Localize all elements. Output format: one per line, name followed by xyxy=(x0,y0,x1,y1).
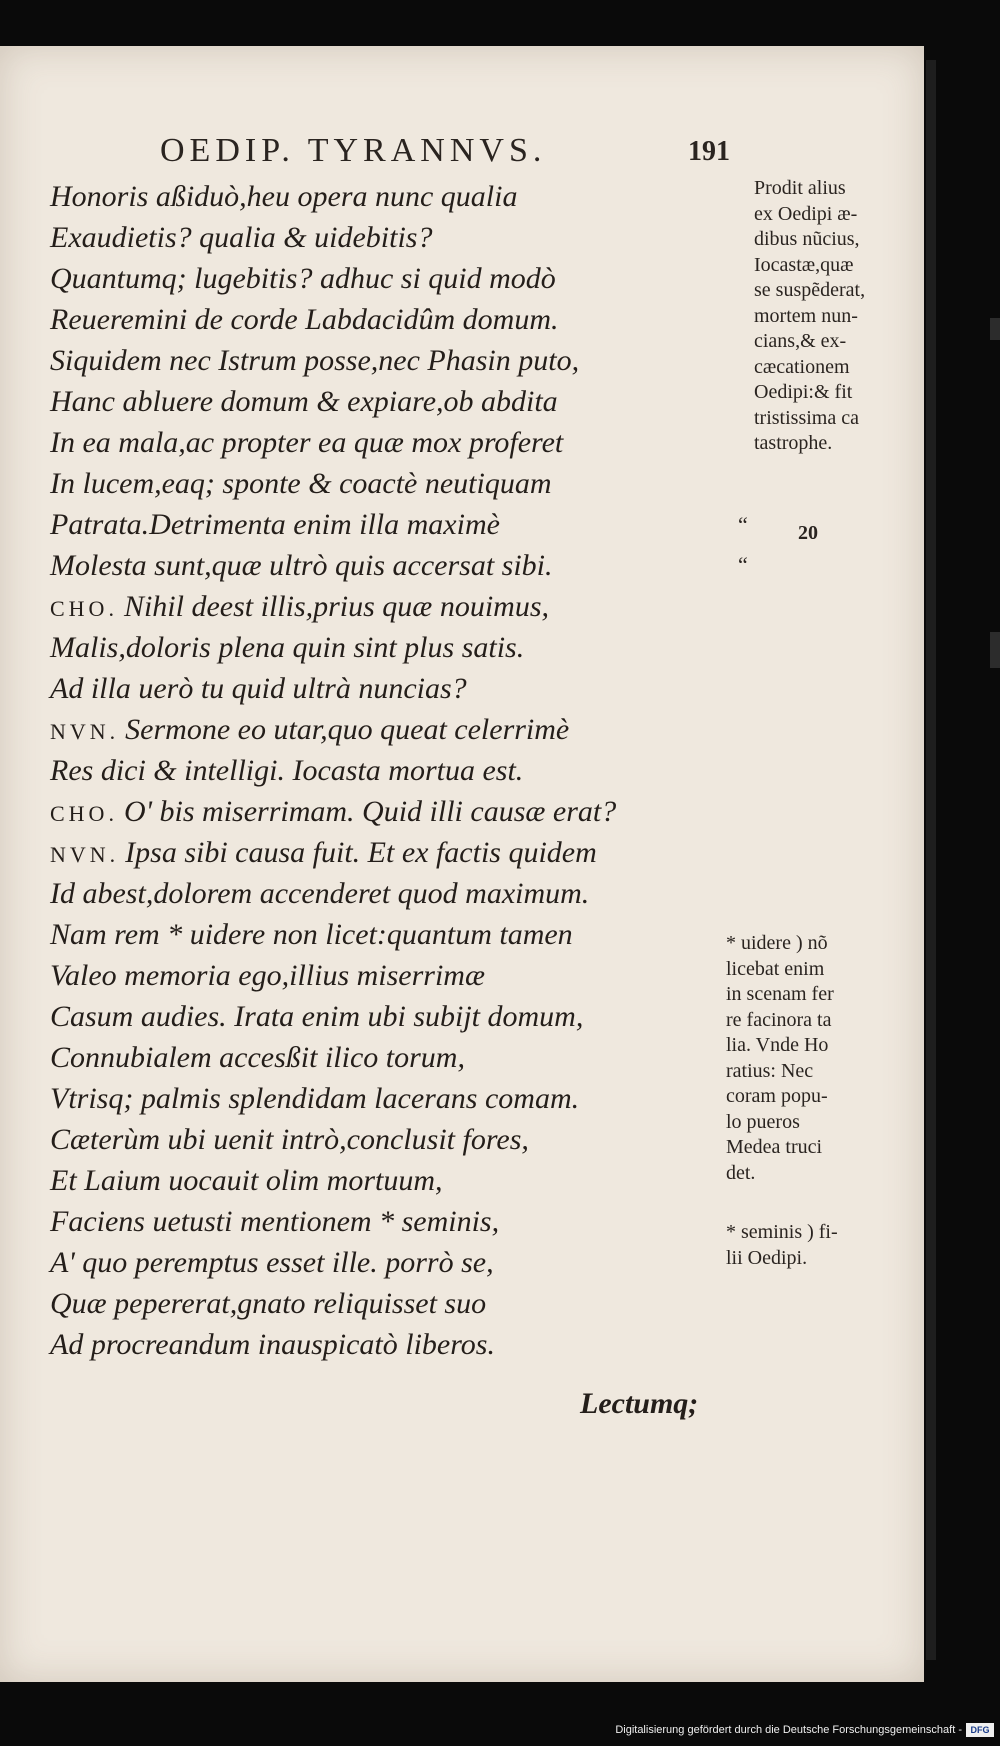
quotation-mark: “ xyxy=(738,552,748,577)
verse-line-text: In ea mala,ac propter ea quæ mox proferet xyxy=(50,426,564,459)
marginal-note-line: tristissima ca xyxy=(754,406,859,429)
verse-line-text: Casum audies. Irata enim ubi subijt domum, xyxy=(50,1000,584,1033)
verse-line-text: Ad procreandum inauspicatò liberos. xyxy=(50,1328,495,1361)
verse-line xyxy=(50,791,680,832)
marginal-note-line: * seminis ) fi- xyxy=(726,1221,838,1243)
verse-line xyxy=(50,1201,680,1242)
marginal-note-line: Oedipi:& fit xyxy=(754,381,853,403)
marginal-note-line: * uidere ) nõ xyxy=(726,932,828,954)
verse-line xyxy=(50,258,680,299)
verse-line-text: Molesta sunt,quæ ultrò quis accersat sibi. xyxy=(50,549,553,582)
verse-line xyxy=(50,1283,680,1324)
verse-line xyxy=(50,1119,680,1160)
marginal-note-line: mortem nun- xyxy=(754,304,858,327)
verse-line-text: Reueremini de corde Labdacidûm domum. xyxy=(50,303,559,336)
verse-line xyxy=(50,381,680,422)
marginal-note-uidere xyxy=(726,931,834,1186)
speaker-label: CHO. xyxy=(50,596,118,621)
scan-edge-mark xyxy=(990,632,1000,668)
verse-line-text: Siquidem nec Istrum posse,nec Phasin puto, xyxy=(50,344,580,377)
marginal-note-line: Prodit alius xyxy=(754,177,846,199)
verse-line-text: Connubialem accesßit ilico torum, xyxy=(50,1041,465,1074)
marginal-note-line: in scenam fer xyxy=(726,983,834,1005)
verse-line-text: Sermone eo utar,quo queat celerrimè xyxy=(125,713,570,746)
verse-line-text: Vtrisq; palmis splendidam lacerans comam. xyxy=(50,1082,580,1115)
marginal-note-line: ex Oedipi æ- xyxy=(754,202,858,225)
marginal-note-line: licebat enim xyxy=(726,957,825,980)
verse-line xyxy=(50,627,680,668)
verse-line xyxy=(50,750,680,791)
marginal-note-line: det. xyxy=(726,1161,756,1184)
marginal-note-line: lo pueros xyxy=(726,1110,800,1133)
verse-line xyxy=(50,463,680,504)
marginal-note-line: lii Oedipi. xyxy=(726,1246,808,1269)
verse-line-text: Faciens uetusti mentionem * seminis, xyxy=(50,1205,500,1238)
verse-line xyxy=(50,1078,680,1119)
marginal-note-line: Iocastæ,quæ xyxy=(754,253,854,276)
verse-line-text: Id abest,dolorem accenderet quod maximum. xyxy=(50,877,590,910)
verse-line xyxy=(50,668,680,709)
verse-line xyxy=(50,545,680,586)
marginal-note-line: cians,& ex- xyxy=(754,330,847,352)
line-number: 20 xyxy=(798,522,818,544)
verse-line xyxy=(50,873,680,914)
verse-line-text: Nihil deest illis,prius quæ nouimus, xyxy=(123,590,549,623)
marginal-note-line: cæcationem xyxy=(754,355,850,378)
verse-line xyxy=(50,504,680,545)
marginal-note-line: dibus nũcius, xyxy=(754,228,860,250)
speaker-label: NVN. xyxy=(50,719,120,744)
marginal-note-line: ratius: Nec xyxy=(726,1059,814,1082)
verse-line-text: Quantumq; lugebitis? adhuc si quid modò xyxy=(50,262,556,295)
marginal-note-summary xyxy=(754,176,865,457)
verse-line xyxy=(50,176,680,217)
verse-line xyxy=(50,1160,680,1201)
marginal-note-line: se suspẽderat, xyxy=(754,279,866,301)
marginal-note-line: coram popu- xyxy=(726,1085,828,1107)
verse-line-text: Malis,doloris plena quin sint plus satis. xyxy=(50,631,525,664)
verse-line-text: Ad illa uerò tu quid ultrà nuncias? xyxy=(50,672,467,705)
verse-line xyxy=(50,709,680,750)
verse-line xyxy=(50,340,680,381)
verse-line xyxy=(50,217,680,258)
speaker-label: CHO. xyxy=(50,801,118,826)
verse-line xyxy=(50,996,680,1037)
marginal-note-line: tastrophe. xyxy=(754,432,833,454)
verse-line-text: Quæ pepererat,gnato reliquisset suo xyxy=(50,1287,487,1320)
verse-line-text: Ipsa sibi causa fuit. Et ex factis quidem xyxy=(125,836,597,869)
verse-line xyxy=(50,1242,680,1283)
marginal-note-line: re facinora ta xyxy=(726,1008,832,1031)
verse-line-text: Honoris aßiduò,heu opera nunc qualia xyxy=(50,180,518,213)
verse-line-text: Nam rem * uidere non licet:quantum tamen xyxy=(50,918,573,951)
verse-line xyxy=(50,1037,680,1078)
verse-line-text: Res dici & intelligi. Iocasta mortua est. xyxy=(50,754,524,787)
verse-line xyxy=(50,586,680,627)
verse-line-text: Valeo memoria ego,illius miserrimæ xyxy=(50,959,485,992)
verse-line xyxy=(50,955,680,996)
marginal-note-seminis xyxy=(726,1220,838,1271)
marginal-note-line: lia. Vnde Ho xyxy=(726,1034,829,1056)
verse-text xyxy=(50,176,680,1365)
digitization-credit: Digitalisierung gefördert durch die Deutsche Forschungsgemeinschaft - xyxy=(615,1724,962,1736)
page-number: 191 xyxy=(688,136,730,167)
running-title: OEDIP. TYRANNVS. xyxy=(160,132,547,169)
running-head xyxy=(0,132,924,172)
verse-line-text: Exaudietis? qualia & uidebitis? xyxy=(50,221,433,254)
scan-edge-mark xyxy=(990,318,1000,340)
speaker-label: NVN. xyxy=(50,842,120,867)
verse-line-text: O' bis miserrimam. Quid illi causæ erat? xyxy=(123,795,617,828)
catchword: Lectumq; xyxy=(580,1387,699,1420)
verse-line-text: Et Laium uocauit olim mortuum, xyxy=(50,1164,443,1197)
marginal-note-line: Medea truci xyxy=(726,1136,823,1158)
verse-line xyxy=(50,914,680,955)
dfg-logo: DFG xyxy=(966,1723,994,1737)
page-edge-shadow xyxy=(926,60,936,1660)
verse-line-text: Hanc abluere domum & expiare,ob abdita xyxy=(50,385,558,418)
verse-line-text: Patrata.Detrimenta enim illa maximè xyxy=(50,508,500,541)
verse-line-text: Cæterùm ubi uenit intrò,conclusit fores, xyxy=(50,1123,529,1156)
verse-line-text: In lucem,eaq; sponte & coactè neutiquam xyxy=(50,467,552,500)
quotation-mark: “ xyxy=(738,512,748,537)
verse-line xyxy=(50,832,680,873)
verse-line xyxy=(50,1324,680,1365)
verse-line xyxy=(50,299,680,340)
verse-line-text: A' quo peremptus esset ille. porrò se, xyxy=(50,1246,494,1279)
verse-line xyxy=(50,422,680,463)
